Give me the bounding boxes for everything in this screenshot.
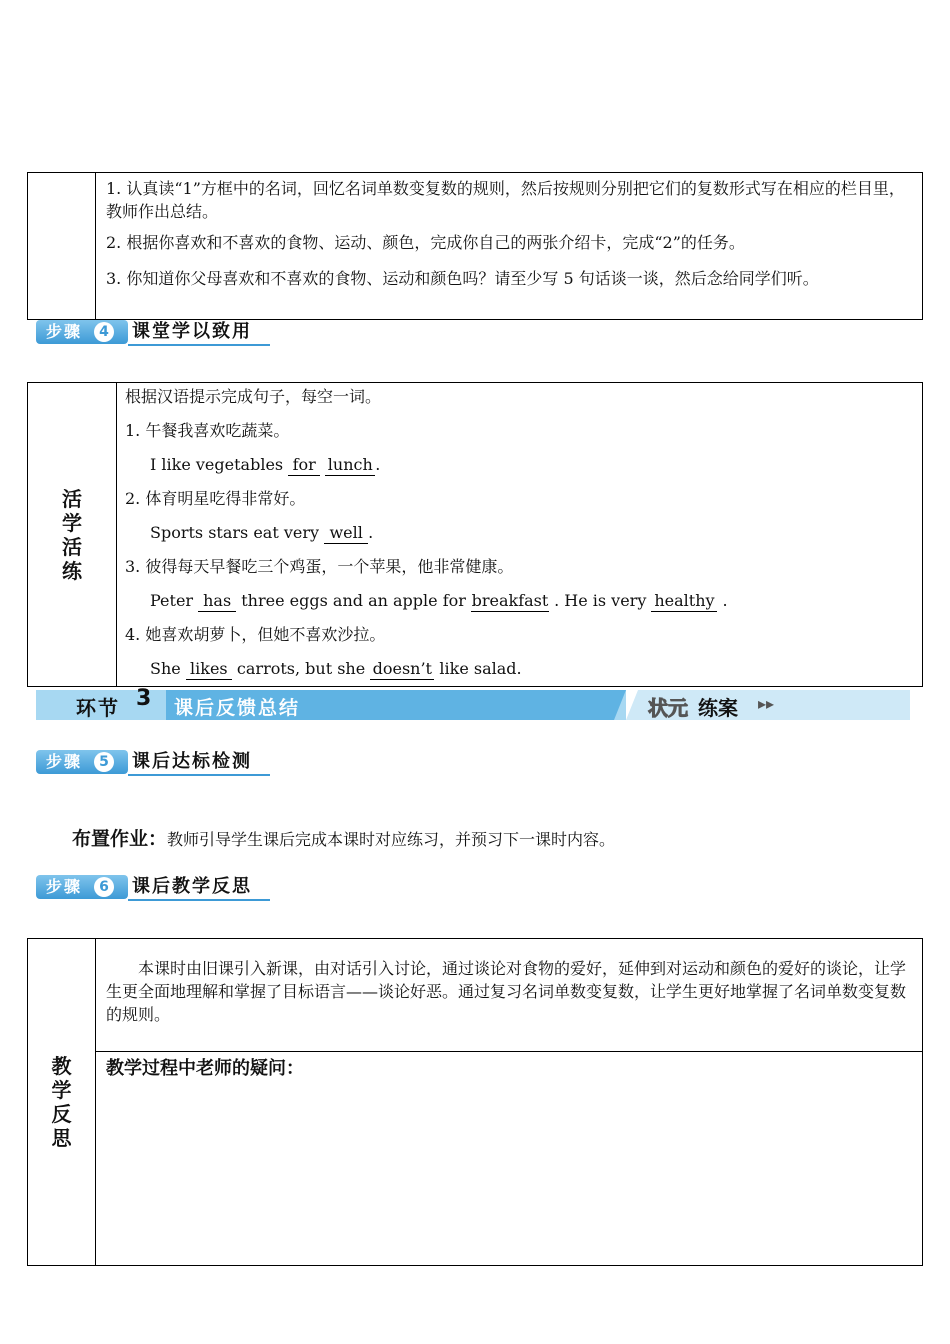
homework-line: [72, 826, 615, 853]
q3-blank-3: healthy: [651, 591, 717, 612]
banner-number: 3: [136, 686, 152, 711]
practice-side-label: 活 学 活 练: [62, 486, 82, 583]
step-underline: [128, 774, 270, 776]
step-underline: [128, 344, 270, 346]
homework-label: 布置作业：: [72, 828, 168, 850]
reflection-text: 本课时由旧课引入新课，由对话引入讨论，通过谈论对食物的爱好，延伸到对运动和颜色的爱好的谈论，让学生更全面地理解和掌握了目标语言——谈论好恶。通过复习名词单数变复数，让学生更好地掌握了名词单数变复数的规则。: [106, 959, 907, 1024]
q4-blank-1: likes: [186, 659, 232, 680]
reflection-row-divider: [96, 1051, 922, 1052]
step-5-header: [36, 750, 276, 776]
q2-blank-1: well: [324, 523, 368, 544]
methods-table-side-cell: [28, 173, 96, 319]
practice-side-cell: [28, 383, 117, 686]
q3-blank-2: breakfast: [471, 591, 549, 610]
step-number: 4: [94, 322, 114, 342]
method-item-1: 1. 认真读“1”方框中的名词，回忆名词单数变复数的规则，然后按规则分别把它们的复数形式写在相应的栏目里，教师作出总结。: [106, 179, 905, 221]
method-item-3: 3. 你知道你父母喜欢和不喜欢的食物、运动和颜色吗？请至少写 5 句话谈一谈，然后念给同学们听。: [106, 269, 819, 288]
double-arrow-icon: ▸▸: [758, 694, 775, 713]
brand-lianan: 练案: [698, 696, 738, 720]
q3-english: Peter has three eggs and an apple for breakfast . He is very healthy .: [150, 591, 728, 610]
reflection-side-cell: [28, 939, 96, 1265]
teacher-question-label: 教学过程中老师的疑问：: [106, 1058, 304, 1079]
banner-title: 课后反馈总结: [174, 697, 301, 719]
q4-chinese: 4. 她喜欢胡萝卜，但她不喜欢沙拉。: [125, 625, 386, 644]
q1-english: I like vegetables for lunch .: [150, 455, 381, 474]
q4-blank-2: doesn’t: [370, 659, 434, 680]
section-3-banner: [36, 686, 910, 720]
step-pill: 步骤: [36, 320, 128, 344]
practice-table: [27, 382, 923, 687]
step-number: 5: [94, 752, 114, 772]
q1-blank-1: for: [288, 455, 320, 476]
step-6-header: [36, 875, 276, 901]
q1-blank-2: lunch: [325, 455, 375, 476]
q3-chinese: 3. 彼得每天早餐吃三个鸡蛋，一个苹果，他非常健康。: [125, 557, 514, 576]
step-pill: 步骤: [36, 875, 128, 899]
method-item-2: 2. 根据你喜欢和不喜欢的食物、运动、颜色，完成你自己的两张介绍卡，完成“2”的任务。: [106, 233, 745, 252]
step-title: 课堂学以致用: [132, 321, 252, 342]
methods-table: [27, 172, 923, 320]
homework-text: 教师引导学生课后完成本课时对应练习，并预习下一课时内容。: [167, 830, 616, 849]
q1-chinese: 1. 午餐我喜欢吃蔬菜。: [125, 421, 290, 440]
step-number: 6: [94, 877, 114, 897]
step-underline: [128, 899, 270, 901]
step-pill: 步骤: [36, 750, 128, 774]
practice-instruction: 根据汉语提示完成句子，每空一词。: [125, 387, 382, 406]
reflection-table: [27, 938, 923, 1266]
q3-blank-1: has: [198, 591, 236, 612]
step-4-header: [36, 320, 276, 346]
step-title: 课后达标检测: [132, 751, 252, 772]
brand-zhuangyuan: 状元: [648, 696, 688, 720]
banner-label: 环节: [76, 696, 120, 720]
q4-english: She likes carrots, but she doesn’t like salad.: [150, 659, 522, 678]
step-title: 课后教学反思: [132, 876, 252, 897]
reflection-side-label: 教 学 反 思: [51, 1054, 72, 1150]
q2-chinese: 2. 体育明星吃得非常好。: [125, 489, 306, 508]
q2-english: Sports stars eat very well .: [150, 523, 374, 542]
